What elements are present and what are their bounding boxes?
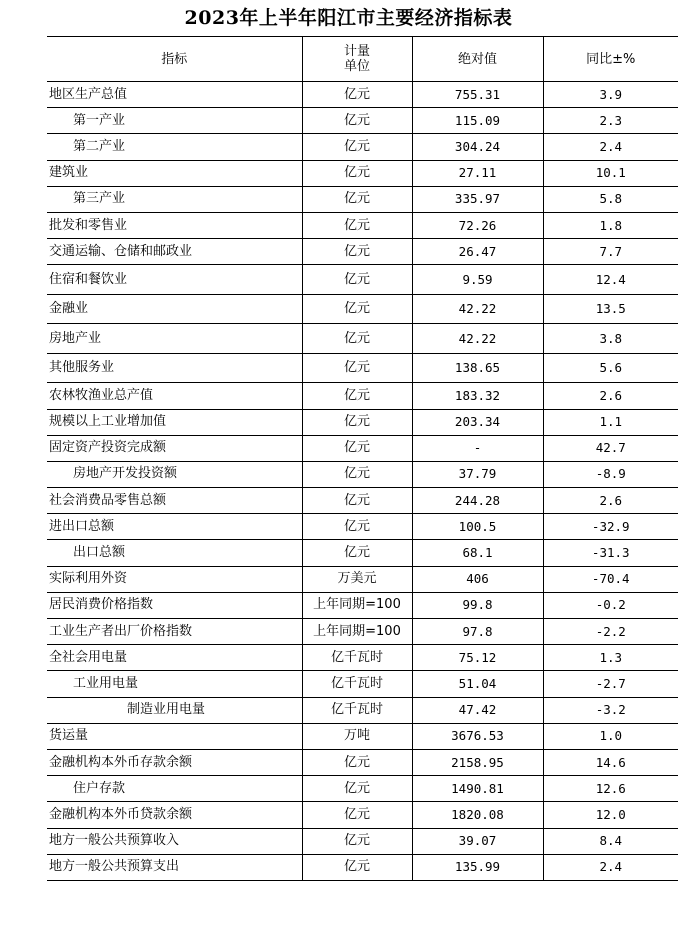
yoy-cell: 2.6 [543, 383, 678, 409]
indicator-cell: 交通运输、仓储和邮政业 [47, 239, 302, 265]
indicator-cell: 房地产业 [47, 324, 302, 354]
value-cell: 9.59 [412, 265, 543, 295]
table-row [47, 697, 678, 723]
yoy-cell: 1.8 [543, 212, 678, 238]
unit-cell: 亿元 [302, 160, 412, 186]
indicator-cell: 农林牧渔业总产值 [47, 383, 302, 409]
value-cell: 26.47 [412, 239, 543, 265]
unit-cell: 亿元 [302, 82, 412, 108]
table-row [47, 461, 678, 487]
yoy-cell: 5.6 [543, 353, 678, 383]
value-cell: 72.26 [412, 212, 543, 238]
table-row [47, 108, 678, 134]
unit-cell: 上年同期=100 [302, 592, 412, 618]
table-row [47, 540, 678, 566]
table-row [47, 645, 678, 671]
value-cell: 203.34 [412, 409, 543, 435]
indicator-cell: 第一产业 [47, 108, 302, 134]
yoy-cell: 1.0 [543, 723, 678, 749]
unit-cell: 亿千瓦时 [302, 645, 412, 671]
indicator-cell: 第二产业 [47, 134, 302, 160]
table-row [47, 671, 678, 697]
unit-cell: 亿元 [302, 540, 412, 566]
table-row [47, 353, 678, 383]
value-cell: 99.8 [412, 592, 543, 618]
header-unit-line1: 计量 [343, 44, 370, 59]
yoy-cell: -3.2 [543, 697, 678, 723]
indicator-cell: 进出口总额 [47, 514, 302, 540]
yoy-cell: 10.1 [543, 160, 678, 186]
table-row [47, 619, 678, 645]
unit-cell: 亿千瓦时 [302, 671, 412, 697]
header-indicator: 指标 [47, 37, 302, 82]
value-cell: 39.07 [412, 828, 543, 854]
yoy-cell: -31.3 [543, 540, 678, 566]
unit-cell: 亿元 [302, 383, 412, 409]
table-row [47, 749, 678, 775]
indicator-cell: 地区生产总值 [47, 82, 302, 108]
yoy-cell: -0.2 [543, 592, 678, 618]
table-row [47, 160, 678, 186]
table-row [47, 566, 678, 592]
table-row [47, 294, 678, 324]
unit-cell: 亿元 [302, 239, 412, 265]
value-cell: 115.09 [412, 108, 543, 134]
value-cell: 47.42 [412, 697, 543, 723]
indicator-cell: 金融机构本外币存款余额 [47, 749, 302, 775]
yoy-cell: -32.9 [543, 514, 678, 540]
value-cell: 406 [412, 566, 543, 592]
indicator-cell: 制造业用电量 [47, 697, 302, 723]
unit-cell: 万吨 [302, 723, 412, 749]
table-row [47, 239, 678, 265]
yoy-cell: -70.4 [543, 566, 678, 592]
yoy-cell: 2.4 [543, 854, 678, 880]
value-cell: 135.99 [412, 854, 543, 880]
indicator-cell: 货运量 [47, 723, 302, 749]
indicator-cell: 金融机构本外币贷款余额 [47, 802, 302, 828]
indicator-cell: 其他服务业 [47, 353, 302, 383]
unit-cell: 亿元 [302, 514, 412, 540]
table-row [47, 383, 678, 409]
value-cell: 335.97 [412, 186, 543, 212]
unit-cell: 亿元 [302, 324, 412, 354]
yoy-cell: 12.6 [543, 776, 678, 802]
table-row [47, 776, 678, 802]
yoy-cell: 14.6 [543, 749, 678, 775]
yoy-cell: 8.4 [543, 828, 678, 854]
indicators-table [47, 36, 678, 881]
value-cell: 755.31 [412, 82, 543, 108]
indicator-cell: 固定资产投资完成额 [47, 435, 302, 461]
header-yoy: 同比±% [543, 37, 678, 82]
unit-cell: 亿千瓦时 [302, 697, 412, 723]
table-row [47, 854, 678, 880]
indicator-cell: 全社会用电量 [47, 645, 302, 671]
value-cell: 75.12 [412, 645, 543, 671]
table-row [47, 134, 678, 160]
value-cell: 27.11 [412, 160, 543, 186]
value-cell: 1490.81 [412, 776, 543, 802]
table-row [47, 435, 678, 461]
indicator-cell: 规模以上工业增加值 [47, 409, 302, 435]
value-cell: 68.1 [412, 540, 543, 566]
value-cell: - [412, 435, 543, 461]
table-row [47, 265, 678, 295]
unit-cell: 亿元 [302, 749, 412, 775]
unit-cell: 亿元 [302, 435, 412, 461]
yoy-cell: -8.9 [543, 461, 678, 487]
unit-cell: 亿元 [302, 854, 412, 880]
yoy-cell: 2.4 [543, 134, 678, 160]
indicator-cell: 地方一般公共预算收入 [47, 828, 302, 854]
header-unit-line2: 单位 [343, 59, 370, 74]
indicator-cell: 住宿和餐饮业 [47, 265, 302, 295]
indicator-cell: 地方一般公共预算支出 [47, 854, 302, 880]
indicator-cell: 工业生产者出厂价格指数 [47, 619, 302, 645]
table-row [47, 488, 678, 514]
yoy-cell: 12.4 [543, 265, 678, 295]
yoy-cell: -2.7 [543, 671, 678, 697]
indicator-cell: 金融业 [47, 294, 302, 324]
indicator-cell: 工业用电量 [47, 671, 302, 697]
table-row [47, 212, 678, 238]
yoy-cell: 12.0 [543, 802, 678, 828]
indicator-cell: 房地产开发投资额 [47, 461, 302, 487]
table-row [47, 723, 678, 749]
table-row [47, 324, 678, 354]
value-cell: 100.5 [412, 514, 543, 540]
yoy-cell: 3.8 [543, 324, 678, 354]
value-cell: 42.22 [412, 324, 543, 354]
unit-cell: 上年同期=100 [302, 619, 412, 645]
yoy-cell: 1.3 [543, 645, 678, 671]
unit-cell: 亿元 [302, 134, 412, 160]
yoy-cell: 1.1 [543, 409, 678, 435]
table-row [47, 802, 678, 828]
table-row [47, 409, 678, 435]
table-row [47, 828, 678, 854]
unit-cell: 亿元 [302, 186, 412, 212]
indicator-cell: 实际利用外资 [47, 566, 302, 592]
unit-cell: 亿元 [302, 802, 412, 828]
unit-cell: 亿元 [302, 828, 412, 854]
value-cell: 138.65 [412, 353, 543, 383]
value-cell: 1820.08 [412, 802, 543, 828]
indicator-cell: 住户存款 [47, 776, 302, 802]
unit-cell: 亿元 [302, 212, 412, 238]
table-row [47, 82, 678, 108]
yoy-cell: -2.2 [543, 619, 678, 645]
indicator-cell: 建筑业 [47, 160, 302, 186]
yoy-cell: 2.3 [543, 108, 678, 134]
indicator-cell: 居民消费价格指数 [47, 592, 302, 618]
unit-cell: 亿元 [302, 265, 412, 295]
unit-cell: 亿元 [302, 409, 412, 435]
yoy-cell: 2.6 [543, 488, 678, 514]
page-title: 2023年上半年阳江市主要经济指标表 [184, 7, 513, 29]
table-row [47, 592, 678, 618]
unit-cell: 亿元 [302, 488, 412, 514]
value-cell: 37.79 [412, 461, 543, 487]
table-row [47, 186, 678, 212]
value-cell: 2158.95 [412, 749, 543, 775]
value-cell: 183.32 [412, 383, 543, 409]
header-unit [302, 37, 412, 82]
yoy-cell: 3.9 [543, 82, 678, 108]
unit-cell: 亿元 [302, 353, 412, 383]
unit-cell: 亿元 [302, 108, 412, 134]
yoy-cell: 42.7 [543, 435, 678, 461]
yoy-cell: 13.5 [543, 294, 678, 324]
unit-cell: 万美元 [302, 566, 412, 592]
table-header-row [47, 37, 678, 82]
value-cell: 304.24 [412, 134, 543, 160]
indicator-cell: 批发和零售业 [47, 212, 302, 238]
value-cell: 42.22 [412, 294, 543, 324]
unit-cell: 亿元 [302, 294, 412, 324]
unit-cell: 亿元 [302, 776, 412, 802]
indicator-cell: 出口总额 [47, 540, 302, 566]
indicator-cell: 第三产业 [47, 186, 302, 212]
unit-cell: 亿元 [302, 461, 412, 487]
value-cell: 3676.53 [412, 723, 543, 749]
value-cell: 244.28 [412, 488, 543, 514]
value-cell: 51.04 [412, 671, 543, 697]
table-row [47, 514, 678, 540]
yoy-cell: 5.8 [543, 186, 678, 212]
yoy-cell: 7.7 [543, 239, 678, 265]
header-value: 绝对值 [412, 37, 543, 82]
indicator-cell: 社会消费品零售总额 [47, 488, 302, 514]
value-cell: 97.8 [412, 619, 543, 645]
